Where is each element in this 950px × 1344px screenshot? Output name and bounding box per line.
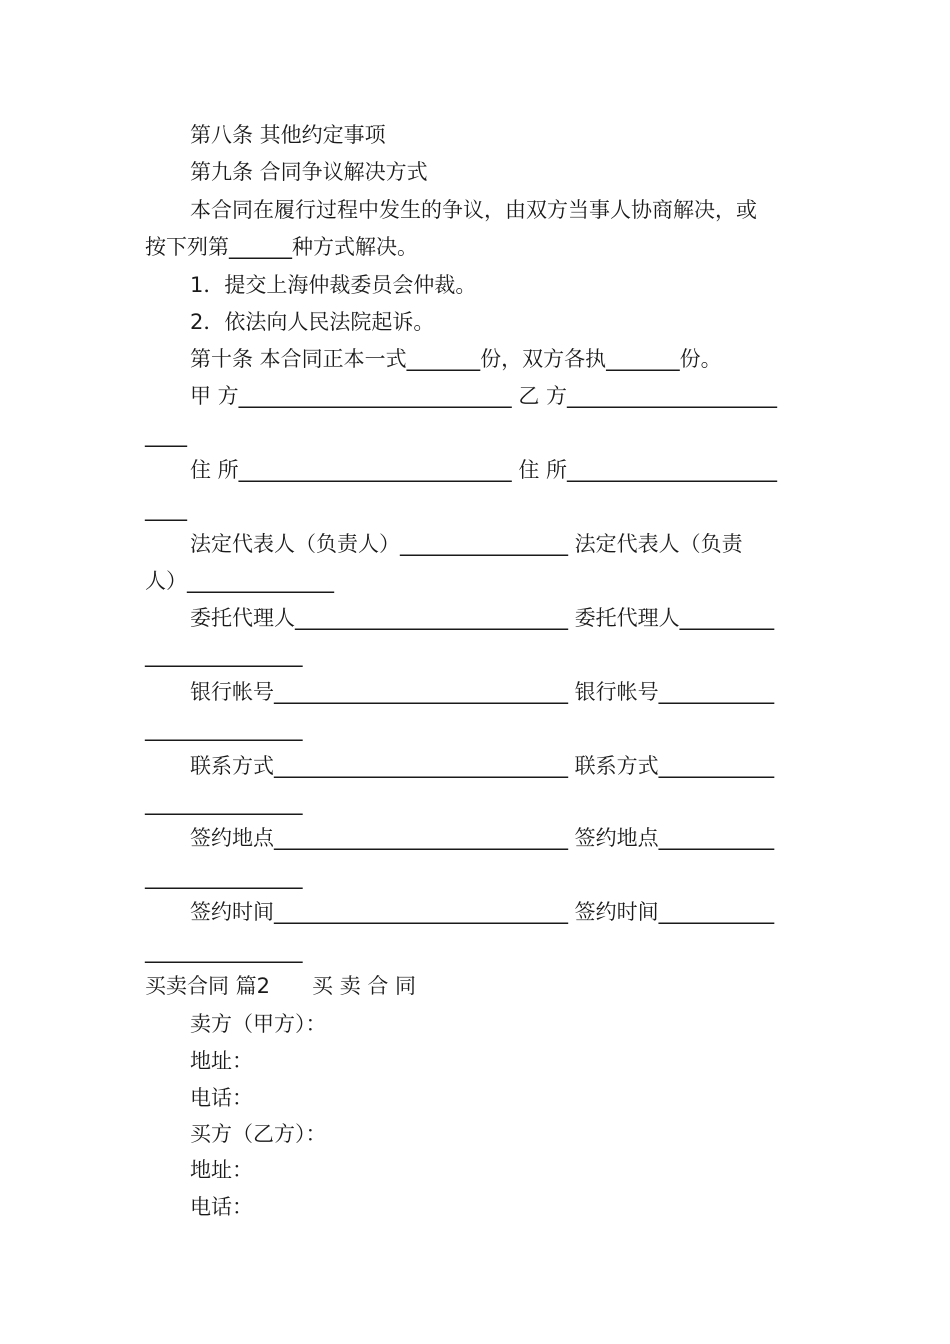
agent-line-continued: _______________ bbox=[145, 643, 303, 667]
party-a-b-line-continued: ____ bbox=[145, 423, 187, 447]
contract-2-title: 买卖合同 篇2 买 卖 合 同 bbox=[145, 974, 417, 998]
address-line: 住 所__________________________ 住 所____________________ bbox=[190, 458, 778, 482]
bank-account-line: 银行帐号____________________________ 银行帐号___________ bbox=[190, 680, 775, 704]
contact-line: 联系方式____________________________ 联系方式___________ bbox=[190, 754, 775, 778]
buyer-label: 买方（乙方）： bbox=[190, 1122, 327, 1146]
signing-time-line: 签约时间____________________________ 签约时间___________ bbox=[190, 900, 775, 924]
seller-phone-label: 电话： bbox=[190, 1086, 253, 1110]
dispute-option-2: 2．依法向人民法院起诉。 bbox=[190, 310, 435, 334]
buyer-address-label: 地址： bbox=[190, 1158, 253, 1182]
dispute-option-1: 1．提交上海仲裁委员会仲裁。 bbox=[190, 273, 477, 297]
signing-time-line-continued: _______________ bbox=[145, 939, 303, 963]
agent-line: 委托代理人__________________________ 委托代理人_________ bbox=[190, 606, 775, 630]
seller-address-label: 地址： bbox=[190, 1049, 253, 1073]
legal-representative-line-continued: 人）______________ bbox=[145, 569, 334, 593]
seller-label: 卖方（甲方）： bbox=[190, 1012, 327, 1036]
article-9-heading: 第九条 合同争议解决方式 bbox=[190, 160, 428, 184]
dispute-paragraph-line-1: 本合同在履行过程中发生的争议，由双方当事人协商解决，或 bbox=[190, 198, 757, 222]
party-a-b-line: 甲 方__________________________ 乙 方____________________ bbox=[190, 384, 778, 408]
bank-account-line-continued: _______________ bbox=[145, 717, 303, 741]
address-line-continued: ____ bbox=[145, 497, 187, 521]
contact-line-continued: _______________ bbox=[145, 791, 303, 815]
article-8-heading: 第八条 其他约定事项 bbox=[190, 123, 386, 147]
legal-representative-line: 法定代表人（负责人）________________ 法定代表人（负责 bbox=[190, 532, 743, 556]
signing-place-line-continued: _______________ bbox=[145, 865, 303, 889]
dispute-paragraph-line-2: 按下列第______种方式解决。 bbox=[145, 235, 418, 259]
signing-place-line: 签约地点____________________________ 签约地点___________ bbox=[190, 826, 775, 850]
buyer-phone-label: 电话： bbox=[190, 1195, 253, 1219]
article-10-copies: 第十条 本合同正本一式_______份，双方各执_______份。 bbox=[190, 347, 722, 371]
